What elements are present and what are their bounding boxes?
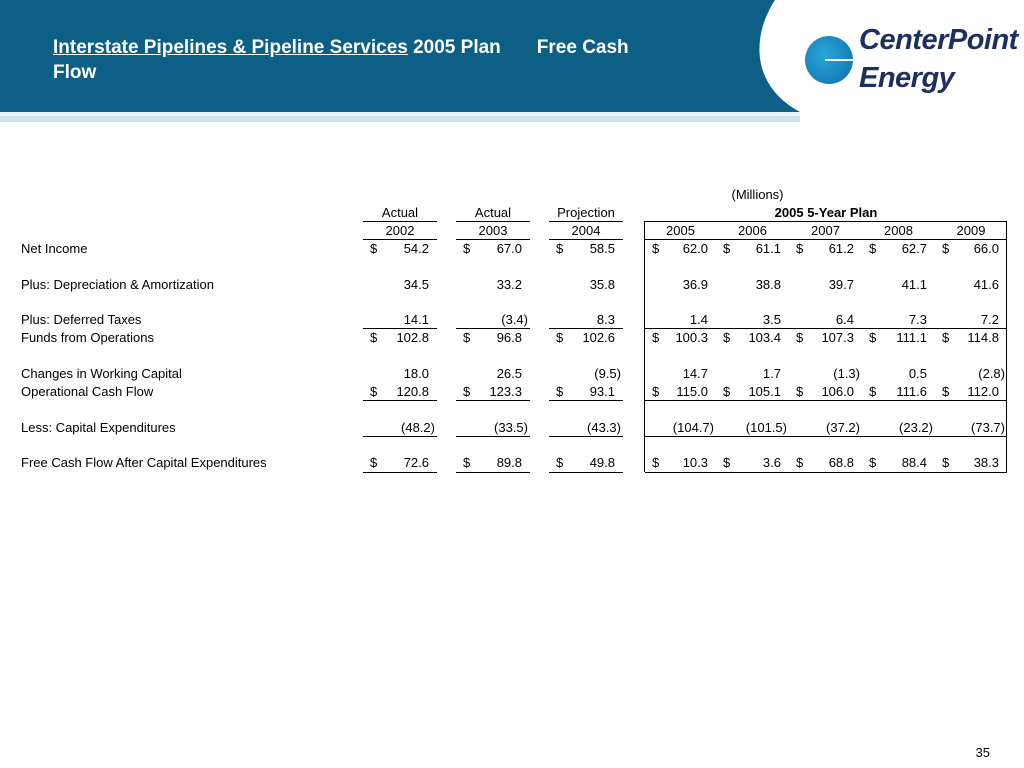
table-cell: 34.5 [403, 277, 429, 292]
title-part-4: Flow [53, 62, 97, 83]
table-cell: 103.4 [748, 330, 781, 345]
currency-symbol: $ [370, 384, 378, 399]
table-cell: 123.3 [489, 384, 522, 399]
year-header-2003: 2003 [478, 223, 508, 238]
table-cell: 111.6 [896, 384, 927, 399]
table-cell: 89.8 [496, 455, 522, 470]
title-part-2: 2005 Plan [413, 37, 501, 58]
table-cell: 39.7 [828, 277, 854, 292]
subtotal-rule [549, 472, 623, 473]
col-type-2003: Actual [474, 205, 512, 220]
plan-box-right [1006, 221, 1007, 472]
currency-symbol: $ [556, 241, 564, 256]
currency-symbol: $ [463, 384, 471, 399]
table-cell: 8.3 [596, 312, 615, 327]
logo-text-line1: CenterPoint [859, 24, 1018, 56]
year-header-2009: 2009 [956, 223, 986, 238]
table-cell: (3.4) [501, 312, 528, 327]
page-number: 35 [975, 745, 990, 760]
currency-symbol: $ [869, 384, 877, 399]
plan-subtotal-rule [645, 328, 1007, 329]
table-cell: 14.1 [403, 312, 429, 327]
currency-symbol: $ [942, 384, 950, 399]
table-cell: 26.5 [496, 366, 522, 381]
currency-symbol: $ [723, 330, 731, 345]
table-cell: (1.3) [833, 366, 860, 381]
table-cell: 1.7 [762, 366, 781, 381]
currency-symbol: $ [723, 384, 731, 399]
table-cell: 111.1 [896, 330, 927, 345]
subtotal-rule [363, 328, 437, 329]
table-cell: 102.8 [396, 330, 429, 345]
year-header-2007: 2007 [811, 223, 840, 238]
plan-subtotal-rule [645, 400, 1007, 401]
table-cell: 7.3 [908, 312, 927, 327]
table-cell: 41.6 [973, 277, 999, 292]
row-label: Funds from Operations [21, 330, 154, 345]
table-cell: 114.8 [967, 330, 999, 345]
year-rule [363, 239, 437, 240]
currency-symbol: $ [556, 330, 564, 345]
table-cell: 38.8 [755, 277, 781, 292]
table-cell: 61.1 [755, 241, 781, 256]
table-cell: 18.0 [403, 366, 429, 381]
currency-symbol: $ [942, 330, 950, 345]
row-label: Free Cash Flow After Capital Expenditures [21, 455, 267, 470]
table-cell: 54.2 [403, 241, 429, 256]
col-type-2002: Actual [381, 205, 419, 220]
units-label: (Millions) [731, 187, 784, 202]
currency-symbol: $ [796, 455, 804, 470]
plan-label: 2005 5-Year Plan [774, 205, 878, 220]
year-header-2005: 2005 [666, 223, 695, 238]
subtotal-rule [363, 472, 437, 473]
subtotal-rule [456, 400, 530, 401]
table-cell: (48.2) [401, 420, 435, 435]
row-label: Changes in Working Capital [21, 366, 182, 381]
currency-symbol: $ [942, 455, 950, 470]
currency-symbol: $ [796, 330, 804, 345]
subtotal-rule [549, 400, 623, 401]
currency-symbol: $ [652, 384, 660, 399]
table-cell: (104.7) [672, 420, 714, 435]
logo-text-line2: Energy [859, 62, 955, 94]
subtotal-rule [549, 436, 623, 437]
plan-subtotal-rule [645, 436, 1007, 437]
currency-symbol: $ [370, 330, 378, 345]
currency-symbol: $ [652, 330, 660, 345]
currency-symbol: $ [556, 455, 564, 470]
plan-box-top [645, 221, 1007, 222]
header-rule [456, 221, 530, 222]
subtotal-rule [549, 328, 623, 329]
table-cell: 7.2 [980, 312, 999, 327]
subtotal-rule [456, 436, 530, 437]
currency-symbol: $ [942, 241, 950, 256]
table-cell: 33.2 [496, 277, 522, 292]
table-cell: 106.0 [821, 384, 854, 399]
table-cell: 120.8 [396, 384, 429, 399]
table-cell: 88.4 [901, 455, 927, 470]
table-cell: 72.6 [403, 455, 429, 470]
row-label: Net Income [21, 241, 88, 256]
table-cell: 115.0 [676, 384, 708, 399]
table-cell: 61.2 [828, 241, 854, 256]
table-cell: 58.5 [589, 241, 615, 256]
table-cell: 14.7 [682, 366, 708, 381]
table-cell: 102.6 [582, 330, 615, 345]
currency-symbol: $ [869, 455, 877, 470]
row-label: Less: Capital Expenditures [21, 420, 176, 435]
currency-symbol: $ [463, 330, 471, 345]
subtotal-rule [456, 472, 530, 473]
table-cell: 10.3 [682, 455, 708, 470]
currency-symbol: $ [370, 241, 378, 256]
table-cell: 0.5 [908, 366, 927, 381]
subtotal-rule [363, 400, 437, 401]
row-label: Plus: Deferred Taxes [21, 312, 142, 327]
col-type-2004: Projection [557, 205, 615, 220]
table-cell: 68.8 [828, 455, 854, 470]
plan-box-year-rule [645, 239, 1007, 240]
table-cell: 36.9 [682, 277, 708, 292]
table-cell: 1.4 [689, 312, 708, 327]
currency-symbol: $ [463, 455, 471, 470]
table-cell: (37.2) [826, 420, 860, 435]
table-cell: 3.5 [762, 312, 781, 327]
year-header-2008: 2008 [884, 223, 913, 238]
table-cell: (43.3) [587, 420, 621, 435]
year-rule [456, 239, 530, 240]
table-cell: 67.0 [496, 241, 522, 256]
table-cell: 105.1 [748, 384, 781, 399]
subtotal-rule [363, 436, 437, 437]
currency-symbol: $ [556, 384, 564, 399]
table-cell: 49.8 [589, 455, 615, 470]
row-label: Operational Cash Flow [21, 384, 154, 399]
table-cell: 96.8 [496, 330, 522, 345]
table-cell: (101.5) [745, 420, 787, 435]
currency-symbol: $ [652, 241, 660, 256]
table-cell: 3.6 [762, 455, 781, 470]
table-cell: 66.0 [973, 241, 999, 256]
table-cell: 93.1 [589, 384, 615, 399]
table-cell: 62.7 [901, 241, 927, 256]
currency-symbol: $ [796, 384, 804, 399]
table-cell: 38.3 [973, 455, 999, 470]
table-cell: 35.8 [589, 277, 615, 292]
table-cell: (9.5) [594, 366, 621, 381]
table-cell: 41.1 [901, 277, 927, 292]
table-cell: 6.4 [835, 312, 854, 327]
currency-symbol: $ [796, 241, 804, 256]
table-cell: 100.3 [675, 330, 708, 345]
subtotal-rule [456, 328, 530, 329]
row-label: Plus: Depreciation & Amortization [21, 277, 214, 292]
currency-symbol: $ [723, 455, 731, 470]
year-header-2006: 2006 [738, 223, 767, 238]
table-cell: (23.2) [899, 420, 933, 435]
table-cell: 107.3 [821, 330, 854, 345]
currency-symbol: $ [723, 241, 731, 256]
currency-symbol: $ [463, 241, 471, 256]
header-rule [549, 221, 623, 222]
table-cell: 112.0 [967, 384, 999, 399]
year-header-2004: 2004 [571, 223, 601, 238]
title-part-1: Interstate Pipelines & Pipeline Services [53, 37, 408, 58]
currency-symbol: $ [652, 455, 660, 470]
currency-symbol: $ [370, 455, 378, 470]
table-cell: (73.7) [971, 420, 1005, 435]
year-header-2002: 2002 [385, 223, 415, 238]
year-rule [549, 239, 623, 240]
table-cell: 62.0 [682, 241, 708, 256]
title-part-3: Free Cash [536, 37, 629, 58]
table-cell: (2.8) [978, 366, 1005, 381]
plan-subtotal-rule [645, 472, 1007, 473]
header-rule [363, 221, 437, 222]
currency-symbol: $ [869, 241, 877, 256]
currency-symbol: $ [869, 330, 877, 345]
table-cell: (33.5) [494, 420, 528, 435]
